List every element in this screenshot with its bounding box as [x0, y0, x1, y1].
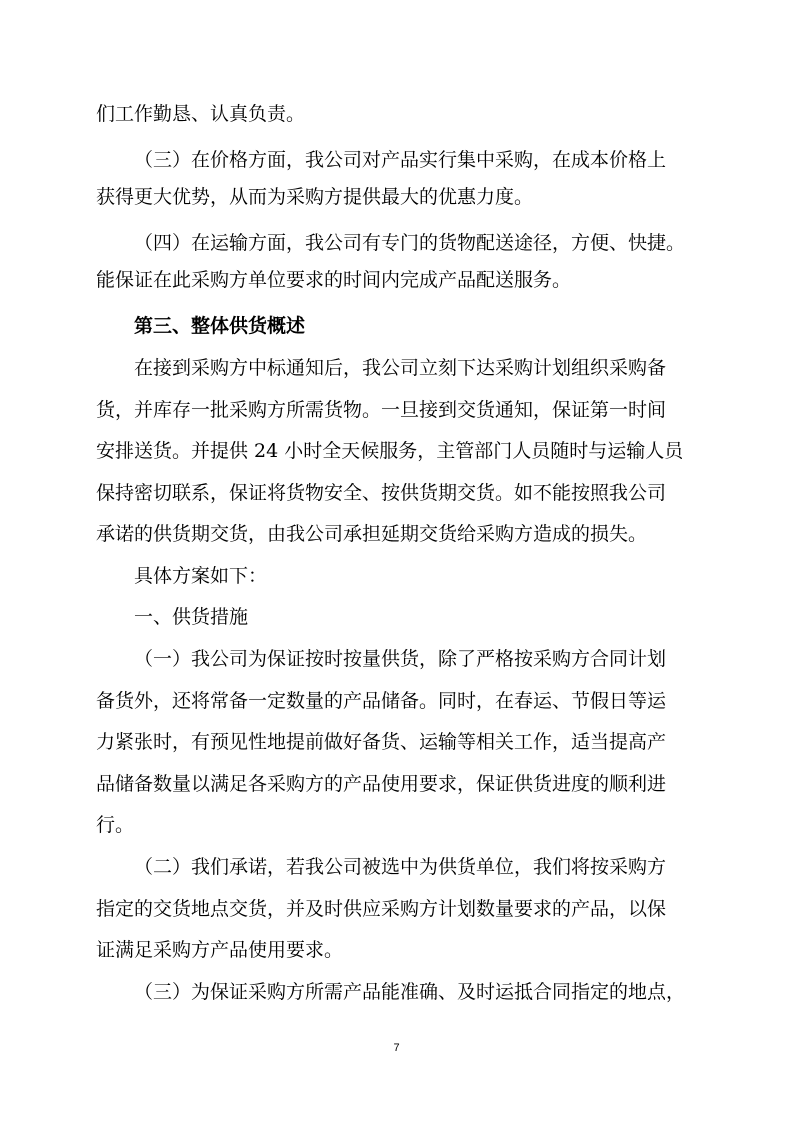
text-line-19: （二）我们承诺，若我公司被选中为供货单位，我们将按采购方 [134, 856, 667, 878]
text-line-15: 备货外，还将常备一定数量的产品储备。同时，在春运、节假日等运 [96, 690, 667, 712]
text-line-2: （三）在价格方面，我公司对产品实行集中采购，在成本价格上 [134, 149, 667, 171]
text-line-4: （四）在运输方面，我公司有专门的货物配送途径，方便、快捷。 [134, 232, 686, 254]
text-line-5: 能保证在此采购方单位要求的时间内完成产品配送服务。 [96, 269, 572, 291]
text-line-12: 具体方案如下： [134, 565, 268, 587]
text-line-14: （一）我公司为保证按时按量供货，除了严格按采购方合同计划 [134, 648, 667, 670]
text-line-7: 在接到采购方中标通知后，我公司立刻下达采购计划组织采购备 [134, 357, 667, 379]
section-heading: 第三、整体供货概述 [134, 315, 306, 337]
text-line-3: 获得更大优势，从而为采购方提供最大的优惠力度。 [96, 186, 534, 208]
text-line-13: 一、供货措施 [134, 606, 249, 628]
page-number: 7 [393, 1042, 400, 1054]
text-line-8: 货，并库存一批采购方所需货物。一旦接到交货通知，保证第一时间 [96, 399, 667, 421]
text-line-22: （三）为保证采购方所需产品能准确、及时运抵合同指定的地点， [134, 981, 686, 1003]
text-line-1: 们工作勤恳、认真负责。 [96, 103, 306, 125]
text-line-10: 保持密切联系，保证将货物安全、按供货期交货。如不能按照我公司 [96, 482, 667, 504]
text-line-16: 力紧张时，有预见性地提前做好备货、运输等相关工作，适当提高产 [96, 731, 667, 753]
text-line-21: 证满足采购方产品使用要求。 [96, 939, 344, 961]
text-line-17: 品储备数量以满足各采购方的产品使用要求，保证供货进度的顺利进 [96, 773, 667, 795]
text-line-18: 行。 [96, 814, 135, 836]
text-line-9: 安排送货。并提供 24 小时全天候服务，主管部门人员随时与运输人员 [96, 440, 684, 462]
text-line-11: 承诺的供货期交货，由我公司承担延期交货给采购方造成的损失。 [96, 523, 648, 545]
text-line-20: 指定的交货地点交货，并及时供应采购方计划数量要求的产品，以保 [96, 898, 667, 920]
